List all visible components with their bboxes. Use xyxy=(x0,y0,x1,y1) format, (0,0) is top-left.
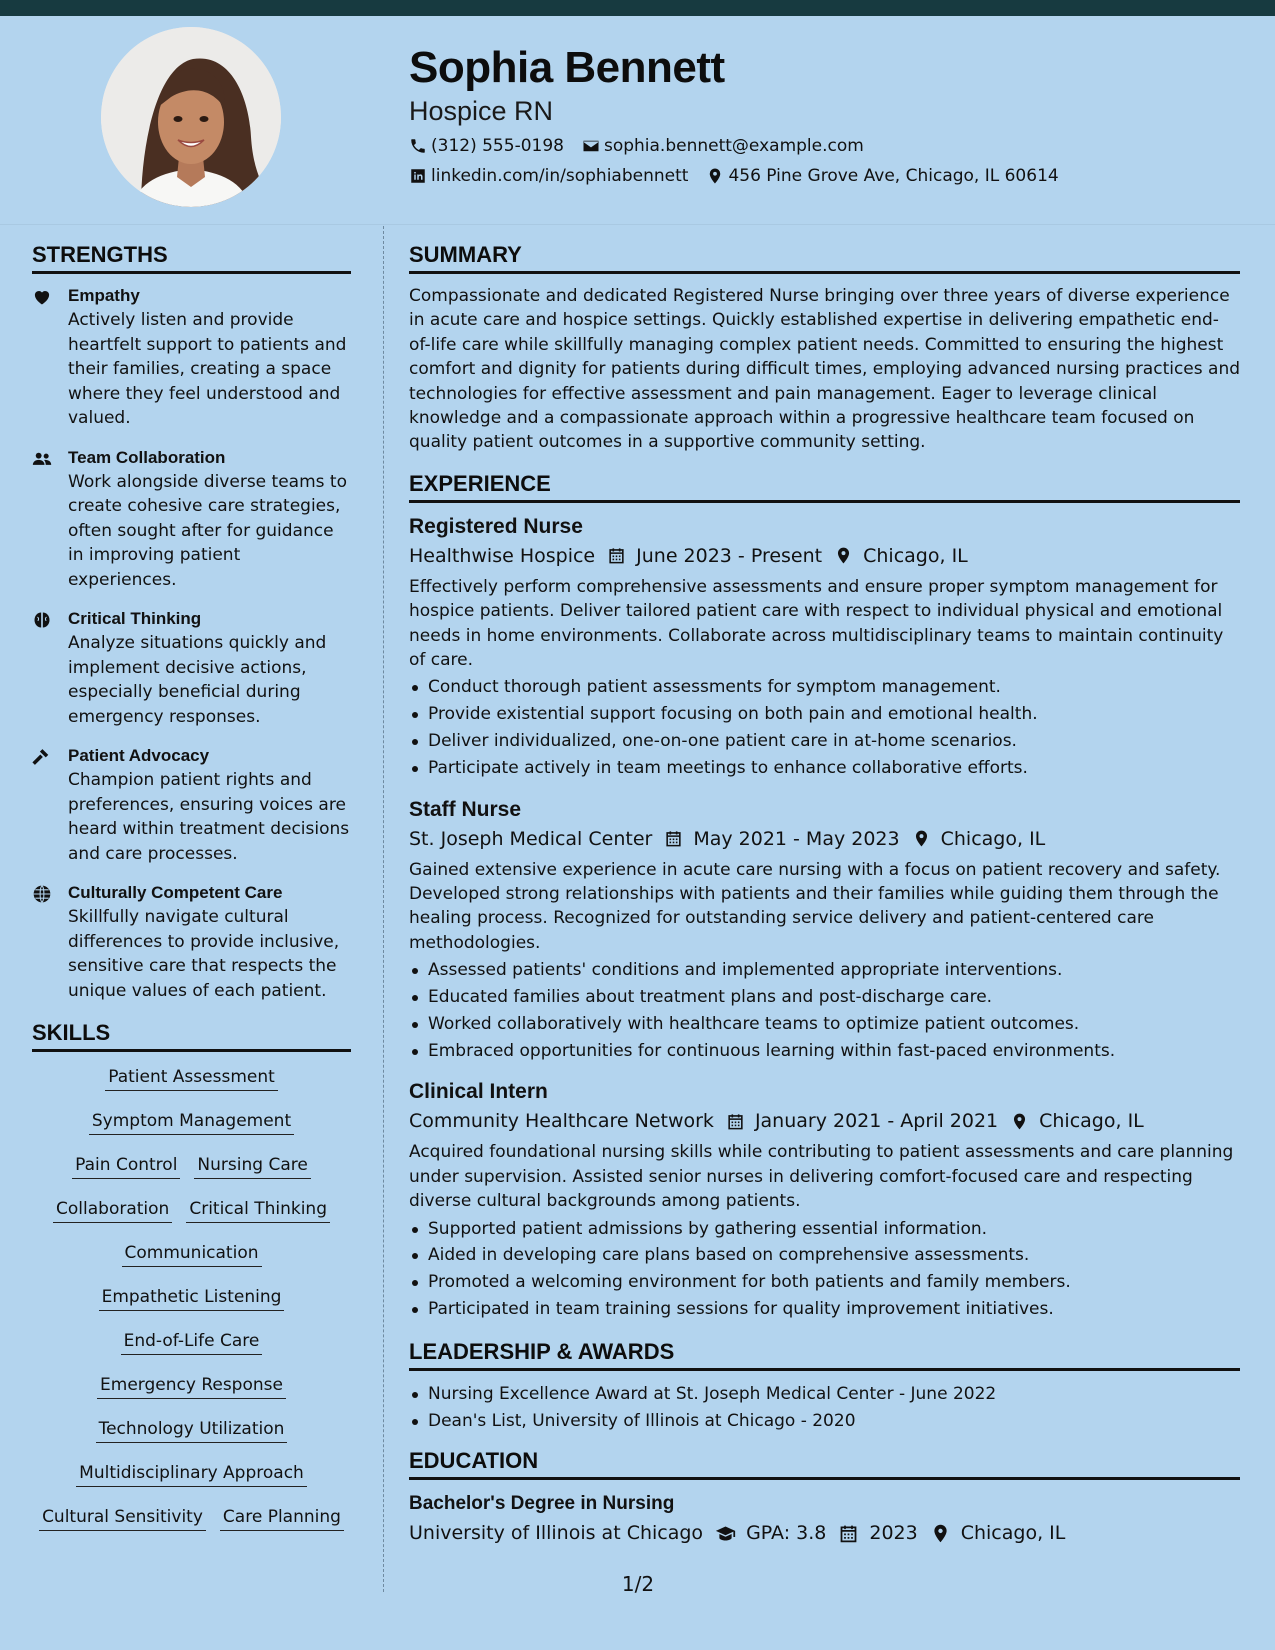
skill-tag: Emergency Response xyxy=(97,1374,286,1399)
summary-text: Compassionate and dedicated Registered Nurse bringing over three years of diverse experience in acute care and hospice settings. Quickly established expertise in delivering empathetic end-of-life care while skillfully managing complex patient needs. Committed to ensuring the highest comfort and dignity for patients during difficult times, employing advanced nursing practices and technologies for effective assessment and pain management. Eager to leverage clinical knowledge and a compassionate approach within a progressive healthcare team focused on quality patient outcomes in a supportive community setting. xyxy=(409,286,1241,453)
education-location: Chicago, IL xyxy=(960,1522,1066,1545)
contact-row-1 xyxy=(409,134,1239,158)
strength-item xyxy=(32,284,351,431)
top-accent-bar xyxy=(0,0,1275,16)
list-item: Educated families about treatment plans and post-discharge care. xyxy=(409,984,1240,1011)
calendar-icon xyxy=(838,1523,859,1544)
job-entry xyxy=(409,1078,1240,1322)
strength-desc: Champion patient rights and preferences, ensuring voices are heard within treatment decisions and care processes. xyxy=(68,770,350,864)
job-company: Community Healthcare Network xyxy=(409,1110,714,1133)
skill-tag: Critical Thinking xyxy=(186,1198,330,1223)
job-dates: June 2023 - Present xyxy=(636,544,823,567)
heart-icon xyxy=(32,287,52,307)
envelope-icon xyxy=(582,137,600,155)
summary-title: SUMMARY xyxy=(409,240,1240,274)
job-title: Registered Nurse xyxy=(409,514,583,538)
strength-desc: Analyze situations quickly and implement decisive actions, especially beneficial during emergency responses. xyxy=(68,633,327,727)
skills-list xyxy=(32,1066,351,1531)
phone-text: (312) 555-0198 xyxy=(431,136,564,156)
list-item: Participate actively in team meetings to enhance collaborative efforts. xyxy=(409,755,1240,782)
list-item: Worked collaboratively with healthcare teams to optimize patient outcomes. xyxy=(409,1011,1240,1038)
gavel-icon xyxy=(32,747,52,767)
phone-contact[interactable] xyxy=(409,134,564,158)
education-school: University of Illinois at Chicago xyxy=(409,1522,704,1545)
header-divider xyxy=(0,224,1275,225)
skill-tag: Communication xyxy=(122,1242,262,1267)
page-number: 1/2 xyxy=(621,1572,655,1596)
education-gpa: GPA: 3.8 xyxy=(746,1522,827,1545)
job-meta xyxy=(409,1106,1240,1136)
experience-title: EXPERIENCE xyxy=(409,469,1240,503)
list-item: Aided in developing care plans based on comprehensive assessments. xyxy=(409,1242,1240,1269)
skill-tag: Symptom Management xyxy=(89,1110,294,1135)
linkedin-icon xyxy=(409,167,427,185)
profile-photo-image xyxy=(101,27,281,207)
strength-item xyxy=(32,607,351,729)
job-dates: January 2021 - April 2021 xyxy=(754,1110,999,1133)
skill-tag: Care Planning xyxy=(220,1506,344,1531)
job-entry xyxy=(409,513,1240,782)
contact-row-2 xyxy=(409,164,1239,188)
calendar-icon xyxy=(607,546,626,565)
education-meta xyxy=(409,1518,1240,1548)
list-item: Supported patient admissions by gathering essential information. xyxy=(409,1216,1240,1243)
right-column xyxy=(409,240,1240,1548)
job-entry xyxy=(409,796,1240,1065)
strength-title: Team Collaboration xyxy=(68,447,226,467)
job-bullets xyxy=(409,957,1240,1064)
strength-item xyxy=(32,446,351,593)
list-item: Assessed patients' conditions and implemented appropriate interventions. xyxy=(409,957,1240,984)
list-item: Conduct thorough patient assessments for symptom management. xyxy=(409,674,1240,701)
resume-header xyxy=(409,40,1239,188)
job-company: Healthwise Hospice xyxy=(409,544,596,567)
skill-tag: Pain Control xyxy=(72,1154,180,1179)
job-location: Chicago, IL xyxy=(863,544,968,567)
graduation-cap-icon xyxy=(715,1523,736,1544)
profile-photo xyxy=(101,27,281,207)
address-contact xyxy=(706,164,1058,188)
location-pin-icon xyxy=(706,167,724,185)
job-location: Chicago, IL xyxy=(940,827,1046,850)
email-text: sophia.bennett@example.com xyxy=(603,136,864,156)
location-pin-icon xyxy=(1010,1112,1029,1131)
job-dates: May 2021 - May 2023 xyxy=(693,827,900,850)
candidate-role: Hospice RN xyxy=(409,96,554,126)
location-pin-icon xyxy=(912,829,931,848)
job-desc: Gained extensive experience in acute care nursing with a focus on patient recovery and safety. Developed strong relationships with patients and their families while guiding them through the healing process. Recognized for outstanding service delivery and patient-centered care methodologies. xyxy=(409,859,1221,953)
skill-tag: Cultural Sensitivity xyxy=(39,1506,206,1531)
job-meta xyxy=(409,541,1240,571)
strength-item xyxy=(32,744,351,866)
email-contact[interactable] xyxy=(582,134,864,158)
education-title: EDUCATION xyxy=(409,1446,1240,1480)
calendar-icon xyxy=(726,1112,745,1131)
job-company: St. Joseph Medical Center xyxy=(409,827,653,850)
strength-desc: Skillfully navigate cultural differences to provide inclusive, sensitive care that respects the unique values of each patient. xyxy=(68,907,340,1001)
strength-title: Critical Thinking xyxy=(68,609,202,628)
awards-list xyxy=(409,1381,1240,1435)
skill-tag: End-of-Life Care xyxy=(121,1330,263,1355)
list-item: Provide existential support focusing on both pain and emotional health. xyxy=(409,701,1240,728)
list-item: Promoted a welcoming environment for both patients and family members. xyxy=(409,1269,1240,1296)
education-degree: Bachelor's Degree in Nursing xyxy=(409,1493,675,1515)
job-title: Staff Nurse xyxy=(409,797,522,821)
skill-tag: Multidisciplinary Approach xyxy=(76,1462,307,1487)
skill-tag: Patient Assessment xyxy=(105,1066,278,1091)
strength-desc: Actively listen and provide heartfelt support to patients and their families, creating a space where they feel understood and valued. xyxy=(68,310,347,428)
strength-title: Empathy xyxy=(68,286,140,305)
education-year: 2023 xyxy=(869,1522,918,1545)
skill-tag: Technology Utilization xyxy=(96,1418,288,1443)
location-pin-icon xyxy=(930,1523,951,1544)
address-text: 456 Pine Grove Ave, Chicago, IL 60614 xyxy=(728,166,1059,186)
calendar-icon xyxy=(664,829,683,848)
strength-desc: Work alongside diverse teams to create cohesive care strategies, often sought after for guidance in improving patient experiences. xyxy=(68,471,347,590)
linkedin-text: linkedin.com/in/sophiabennett xyxy=(431,166,689,186)
job-desc: Effectively perform comprehensive assessments and ensure proper symptom management for hospice patients. Deliver tailored patient care with respect to individual physical and emotional needs in home environments. Collaborate across multidisciplinary teams to maintain continuity of care. xyxy=(409,576,1224,671)
job-bullets xyxy=(409,674,1240,781)
skill-tag: Empathetic Listening xyxy=(99,1286,285,1311)
awards-title: LEADERSHIP & AWARDS xyxy=(409,1337,1240,1371)
users-icon xyxy=(32,449,52,469)
list-item: Nursing Excellence Award at St. Joseph Medical Center - June 2022 xyxy=(409,1381,1240,1408)
job-title: Clinical Intern xyxy=(409,1080,548,1104)
strengths-title: STRENGTHS xyxy=(32,240,351,274)
location-pin-icon xyxy=(834,546,853,565)
skills-title: SKILLS xyxy=(32,1018,351,1052)
list-item: Participated in team training sessions for quality improvement initiatives. xyxy=(409,1296,1240,1323)
candidate-name: Sophia Bennett xyxy=(409,43,725,92)
job-bullets xyxy=(409,1216,1240,1323)
skill-tag: Nursing Care xyxy=(194,1154,310,1179)
list-item: Deliver individualized, one-on-one patient care in at-home scenarios. xyxy=(409,728,1240,755)
phone-icon xyxy=(409,137,427,155)
left-column xyxy=(32,240,351,1531)
brain-icon xyxy=(32,610,52,630)
list-item: Embraced opportunities for continuous learning within fast-paced environments. xyxy=(409,1038,1240,1065)
strength-title: Culturally Competent Care xyxy=(68,883,283,902)
column-divider xyxy=(383,226,384,1592)
strength-item xyxy=(32,881,351,1003)
job-desc: Acquired foundational nursing skills while contributing to patient assessments and care planning under supervision. Assisted senior nurses in delivering comfort-focused care and respecting diverse cultural backgrounds among patients. xyxy=(409,1142,1234,1212)
job-meta xyxy=(409,824,1240,854)
skill-tag: Collaboration xyxy=(53,1198,172,1223)
list-item: Dean's List, University of Illinois at Chicago - 2020 xyxy=(409,1408,1240,1435)
globe-icon xyxy=(32,884,52,904)
linkedin-contact[interactable] xyxy=(409,164,688,188)
job-location: Chicago, IL xyxy=(1039,1110,1144,1133)
strength-title: Patient Advocacy xyxy=(68,746,210,765)
